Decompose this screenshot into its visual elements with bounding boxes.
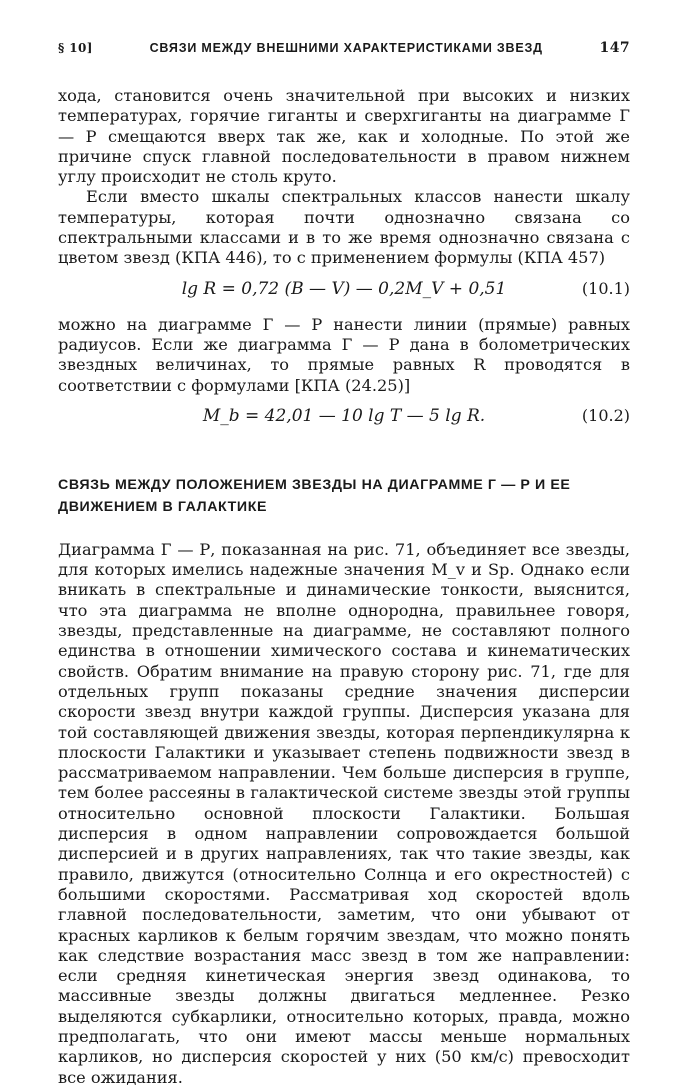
chapter-title: СВЯЗИ МЕЖДУ ВНЕШНИМИ ХАРАКТЕРИСТИКАМИ ЗВЕЗД	[149, 41, 543, 55]
book-page	[58, 40, 630, 1088]
formula-10-2-expression: M_b = 42,01 — 10 lg T — 5 lg R.	[202, 405, 486, 426]
formula-10-1-number: (10.1)	[581, 278, 630, 298]
paragraph-hr-diagram-kinematics: Диаграмма Г — Р, показанная на рис. 71, объединяет все звезды, для которых имелись надежные значения M_v и Sp. Однако если вникать в спектральные и динамические тонкости, выяснится, что эта диаграмма не вполне однородна, правильнее говоря, звезды, представленные на диаграмме, не составляют полного единства в отношении химического состава и кинематических свойств. Обратим внимание на правую сторону рис. 71, где для отдельных групп показаны средние значения дисперсии скорости звезд внутри каждой группы. Дисперсия указана для той составляющей движения звезды, которая перпендикулярна к плоскости Галактики и указывает степень подвижности звезд в рассматриваемом направлении. Чем больше дисперсия в группе, тем более рассеяны в галактической системе звезды этой группы относительно основной плоскости Галактики. Большая дисперсия в одном направлении сопровождается большой дисперсией и в других направлениях, так что такие звезды, как правило, движутся (относительно Солнца и его окрестностей) с большими скоростями. Рассматривая ход скоростей вдоль главной последовательности, заметим, что они убывают от красных карликов к белым горячим звездам, что можно понять как следствие возрастания масс звезд в том же направлении: если средняя кинетическая энергия звезд одинакова, то массивные звезды должны двигаться медленнее. Резко выделяются субкарлики, относительно которых, правда, можно предполагать, что они имеют массы меньше нормальных карликов, но дисперсия скоростей у них (50 км/с) превосходит все ожидания.	[58, 539, 630, 1087]
section-heading: СВЯЗЬ МЕЖДУ ПОЛОЖЕНИЕМ ЗВЕЗДЫ НА ДИАГРАММЕ Г — Р И ЕЕ ДВИЖЕНИЕМ В ГАЛАКТИКЕ	[58, 476, 571, 515]
formula-10-1	[58, 275, 630, 307]
page-number: 147	[599, 40, 630, 56]
running-header	[58, 40, 630, 66]
formula-10-2	[58, 402, 630, 434]
formula-10-2-number: (10.2)	[581, 405, 630, 425]
formula-10-1-expression: lg R = 0,72 (B — V) — 0,2M_V + 0,51	[181, 278, 507, 299]
paragraph-radius-lines: можно на диаграмме Г — Р нанести линии (прямые) равных радиусов. Если же диаграмма Г — Р дана в болометрических звездных величинах, то прямые равных R проводятся в соответствии с формулами [КПА (24.25)]	[58, 314, 630, 395]
paragraph-continuation: хода, становится очень значительной при высоких и низких температурах, горячие гиганты и сверхгиганты на диаграмме Г — Р смещаются вверх так же, как и холодные. По этой же причине спуск главной последовательности в правом нижнем углу происходит не столь круто.	[58, 86, 630, 187]
section-marker: § 10]	[58, 41, 93, 55]
paragraph-temperature-scale: Если вместо шкалы спектральных классов нанести шкалу температуры, которая почти однозначно связана со спектральными классами и в то же время однозначно связана с цветом звезд (КПА 446), то с применением формулы (КПА 457)	[58, 187, 630, 268]
